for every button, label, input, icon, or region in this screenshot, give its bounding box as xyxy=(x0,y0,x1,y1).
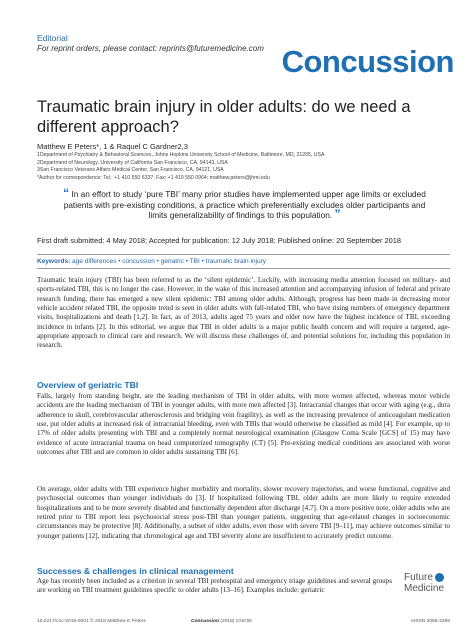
affiliations xyxy=(37,152,324,182)
body-paragraph: Falls, largely from standing height, are the leading mechanism of TBI in older adults, with more women affected, whereas motor vehicle accidents are the leading mechanism of TBI in younger adults, with more men affected [3]. Intracranial changes that occur with aging (e.g., dura adherence to skull, cerebrovascular atherosclerosis and bridging vein fragility), as well as the increasing prevalence of anticoagulant medication use, put older adults at increased risk of intracranial bleeding, even with TBIs that would otherwise be classified as mild [4]. For example, up to 17% of older adults presenting with TBI and a completely normal neurological examination (Glasgow Coma Scale [GCS] of 15) may have evidence of acute intracranial trauma on head computerized tomography (CT) [5]. Pre-existing medical conditions are associated with worse outcomes after TBI and are common in older adults sustaining TBI [6]. xyxy=(37,392,450,457)
affiliation-2: 2Department of Neurology, University of California San Francisco, CA, 94143, USA xyxy=(37,159,228,166)
correspondence: *Author for correspondence: Tel.: +1 410 550 6337; Fax: +1 410 550 0964; matthew.peters@jhmi.edu xyxy=(37,174,270,181)
section-heading: Successes & challenges in clinical management xyxy=(37,566,234,576)
affiliation-1: 1Department of Psychiatry & Behavioral Sciences, Johns Hopkins University School of Medicine, Baltimore, MD, 21205, USA xyxy=(37,152,325,158)
body-paragraph: Age has recently been included as a criterion in several TBI prehospital and emergency triage guidelines and several groups are working on TBI treatment guidelines specific to older adults [13–16]. Examples include: geriatric xyxy=(37,577,392,595)
keyword-bullet: • xyxy=(185,258,188,265)
pull-quote xyxy=(62,186,427,221)
submission-dates: First draft submitted: 4 May 2018; Accepted for publication: 12 July 2018; Published online: 20 September 2018 xyxy=(37,236,402,245)
section-heading: Overview of geriatric TBI xyxy=(37,380,139,390)
section-label: Editorial xyxy=(37,33,68,43)
footer-doi: 10.2217/cnc-2018-0001 © 2018 Matthew E Peters xyxy=(37,619,146,624)
close-quote-icon: ” xyxy=(334,207,341,221)
publisher-mark-icon xyxy=(435,573,444,582)
keywords-line xyxy=(37,258,266,265)
reprint-notice: For reprint orders, please contact: reprints@futuremedicine.com xyxy=(37,44,264,53)
footer-eissn: eISSN 2056-3299 xyxy=(411,619,450,624)
footer-citation-text: (2018) CNC56 xyxy=(220,619,252,624)
keyword-link[interactable]: traumatic brain injury xyxy=(205,258,267,265)
footer-journal-name: Concussion xyxy=(191,619,219,624)
keyword-bullet: • xyxy=(118,258,121,265)
affiliation-3: 3San Francisco Veterans Affairs Medical Center, San Francisco, CA, 94121, USA xyxy=(37,167,224,174)
keyword-link[interactable]: geriatric xyxy=(160,258,184,265)
keywords-label: Keywords: xyxy=(37,258,71,265)
pull-quote-text: In an effort to study ‘pure TBI’ many prior studies have implemented upper age limits or excluded patients with pre-existing conditions, a practice which preferentially excludes older participants and limits generalizability of findings to this population. xyxy=(63,189,426,220)
keyword-bullet: • xyxy=(201,258,204,265)
journal-logo: Concussion xyxy=(281,44,454,79)
keywords-bottom-divider xyxy=(37,268,450,269)
open-quote-icon: “ xyxy=(63,186,70,200)
keyword-bullet: • xyxy=(156,258,159,265)
footer-citation xyxy=(191,619,252,624)
keywords-top-divider xyxy=(37,254,450,255)
publisher-logo-line2: Medicine xyxy=(404,583,445,594)
keyword-link[interactable]: concussion xyxy=(122,258,155,265)
intro-paragraph: Traumatic brain injury (TBI) has been referred to as the ‘silent epidemic’. Luckily, with increasing media attention focused on military- and sports-related TBI, this is no longer the case. However, in the wake of this increased attention and accompanying infusion of federal and private research funding, there has emerged a new silent epidemic: TBI among older adults. Although, progress has been made in decreasing motor vehicle accident related TBI, the opposite trend is seen in older adults with fall-related TBI, who have rising numbers of emergency department visits, hospitalizations and death [1,2]. In fact, as of 2013, adults aged 75 years and older now have the highest incidence of TBI, exceeding incidence in infants [2]. In this editorial, we argue that TBI in older adults is a major public health concern and will require a targeted, age-appropriate approach to clinical care and research. We will discuss these challenges of, and potential solutions for, including this population in research. xyxy=(37,276,450,350)
keyword-link[interactable]: TBI xyxy=(189,258,200,265)
author-list: Matthew E Peters*, 1 & Raquel C Gardner2,3 xyxy=(37,142,188,151)
article-title: Traumatic brain injury in older adults: do we need a different approach? xyxy=(37,98,411,136)
publisher-logo xyxy=(404,572,444,594)
keyword-link[interactable]: age differences xyxy=(72,258,117,265)
body-paragraph: On average, older adults with TBI experience higher morbidity and mortality, slower recovery trajectories, and worse functional, cognitive and psychosocial outcomes than younger individuals do [3]. If hospitalized following TBI, older adults are more likely to require extended hospitalizations and to be more severely disabled and functionally dependent after discharge [4,7]. On a more positive note, older adults who are retired prior to TBI report less psychosocial stress post-TBI than younger patients, suggesting that age-related changes in socioeconomic circumstances may be protective [8]. Additionally, a subset of older adults, even those with severe TBI [9–11], may achieve outcomes similar to younger patients [12], indicating that chronological age and TBI severity alone are insufficient to accurately predict outcome. xyxy=(37,485,450,540)
publisher-logo-line1: Future xyxy=(404,572,433,583)
